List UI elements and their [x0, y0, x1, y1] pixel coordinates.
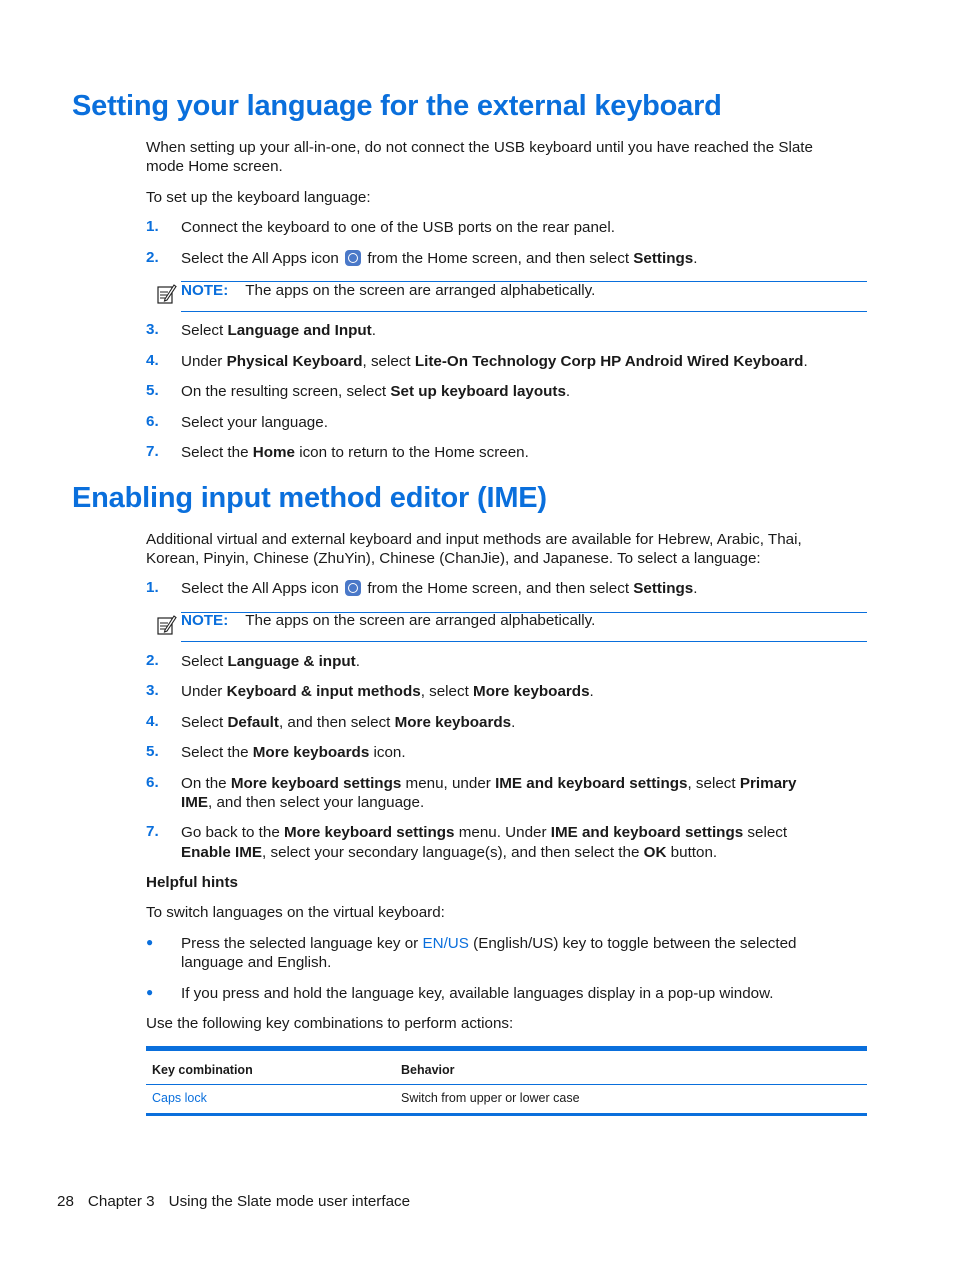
- bullet-text: If you press and hold the language key, available languages display in a pop-up window.: [181, 985, 774, 1002]
- page-number: 28: [57, 1193, 74, 1210]
- section-heading-keyboard-language: Setting your language for the external keyboard: [72, 90, 722, 122]
- intro-paragraph-line2: Korean, Pinyin, Chinese (ZhuYin), Chinese (ChanJie), and Japanese. To select a language:: [146, 550, 761, 567]
- step-number: 6.: [146, 774, 159, 791]
- step-number: 7.: [146, 823, 159, 840]
- behavior-cell: Switch from upper or lower case: [395, 1085, 867, 1115]
- bullet-icon: ●: [146, 985, 154, 999]
- step-text: Select the All Apps icon from the Home screen, and then select Settings.: [181, 250, 698, 267]
- section-heading-ime: Enabling input method editor (IME): [72, 482, 547, 514]
- steps-lead: To set up the keyboard language:: [146, 189, 371, 206]
- step-text: Select your language.: [181, 414, 328, 431]
- note-bottom-rule: [181, 311, 867, 312]
- note-pencil-icon: [157, 283, 177, 305]
- all-apps-icon: [345, 250, 361, 266]
- en-us-key-link[interactable]: EN/US: [422, 935, 469, 952]
- chapter-title: Using the Slate mode user interface: [168, 1193, 411, 1210]
- step-text: Under Physical Keyboard, select Lite-On Technology Corp HP Android Wired Keyboard.: [181, 353, 808, 370]
- note-pencil-icon: [157, 614, 177, 636]
- step-number: 1.: [146, 579, 159, 596]
- note-content: [181, 281, 595, 301]
- step-number: 3.: [146, 682, 159, 699]
- key-combination-cell[interactable]: Caps lock: [146, 1085, 395, 1115]
- step-text: Connect the keyboard to one of the USB ports on the rear panel.: [181, 219, 615, 236]
- step-number: 1.: [146, 218, 159, 235]
- step-number: 4.: [146, 713, 159, 730]
- step-text-continued: IME, and then select your language.: [181, 794, 425, 811]
- note-label: NOTE:: [181, 282, 229, 299]
- intro-paragraph-line2: mode Home screen.: [146, 158, 283, 175]
- table-header-row: [146, 1049, 867, 1085]
- page-footer: [57, 1192, 410, 1212]
- table-row: [146, 1085, 867, 1115]
- combos-lead: Use the following key combinations to perform actions:: [146, 1015, 514, 1032]
- step-text: On the More keyboard settings menu, under IME and keyboard settings, select Primary: [181, 775, 797, 792]
- chapter-label: Chapter 3: [87, 1193, 155, 1210]
- note-text: The apps on the screen are arranged alphabetically.: [245, 612, 596, 629]
- all-apps-icon: [345, 580, 361, 596]
- step-number: 2.: [146, 652, 159, 669]
- step-text: Select Default, and then select More keyboards.: [181, 714, 516, 731]
- step-number: 7.: [146, 443, 159, 460]
- note-bottom-rule: [181, 641, 867, 642]
- table-header-behavior: Behavior: [395, 1049, 867, 1085]
- step-text: Select the All Apps icon from the Home screen, and then select Settings.: [181, 580, 698, 597]
- step-text: Select the More keyboards icon.: [181, 744, 406, 761]
- hints-lead: To switch languages on the virtual keyboard:: [146, 904, 445, 921]
- note-content: [181, 611, 595, 631]
- step-number: 6.: [146, 413, 159, 430]
- step-text: Under Keyboard & input methods, select More keyboards.: [181, 683, 594, 700]
- key-combination-table: [146, 1046, 867, 1116]
- step-number: 5.: [146, 743, 159, 760]
- intro-paragraph-line1: Additional virtual and external keyboard and input methods are available for Hebrew, Arabic, Thai,: [146, 531, 802, 548]
- bullet-text-continued: language and English.: [181, 954, 332, 971]
- bullet-text: Press the selected language key or EN/US (English/US) key to toggle between the selected: [181, 935, 797, 952]
- step-number: 5.: [146, 382, 159, 399]
- step-text: Select the Home icon to return to the Home screen.: [181, 444, 529, 461]
- step-text: Select Language & input.: [181, 653, 360, 670]
- step-number: 3.: [146, 321, 159, 338]
- intro-paragraph-line1: When setting up your all-in-one, do not connect the USB keyboard until you have reached the Slate: [146, 139, 813, 156]
- table-header-key-combination: Key combination: [146, 1049, 395, 1085]
- step-number: 2.: [146, 249, 159, 266]
- bullet-icon: ●: [146, 935, 154, 949]
- note-text: The apps on the screen are arranged alphabetically.: [245, 282, 596, 299]
- step-text: On the resulting screen, select Set up keyboard layouts.: [181, 383, 571, 400]
- note-label: NOTE:: [181, 612, 229, 629]
- step-text-continued: Enable IME, select your secondary language(s), and then select the OK button.: [181, 844, 718, 861]
- step-text: Select Language and Input.: [181, 322, 376, 339]
- step-number: 4.: [146, 352, 159, 369]
- step-text: Go back to the More keyboard settings menu. Under IME and keyboard settings select: [181, 824, 788, 841]
- helpful-hints-heading: Helpful hints: [146, 874, 238, 891]
